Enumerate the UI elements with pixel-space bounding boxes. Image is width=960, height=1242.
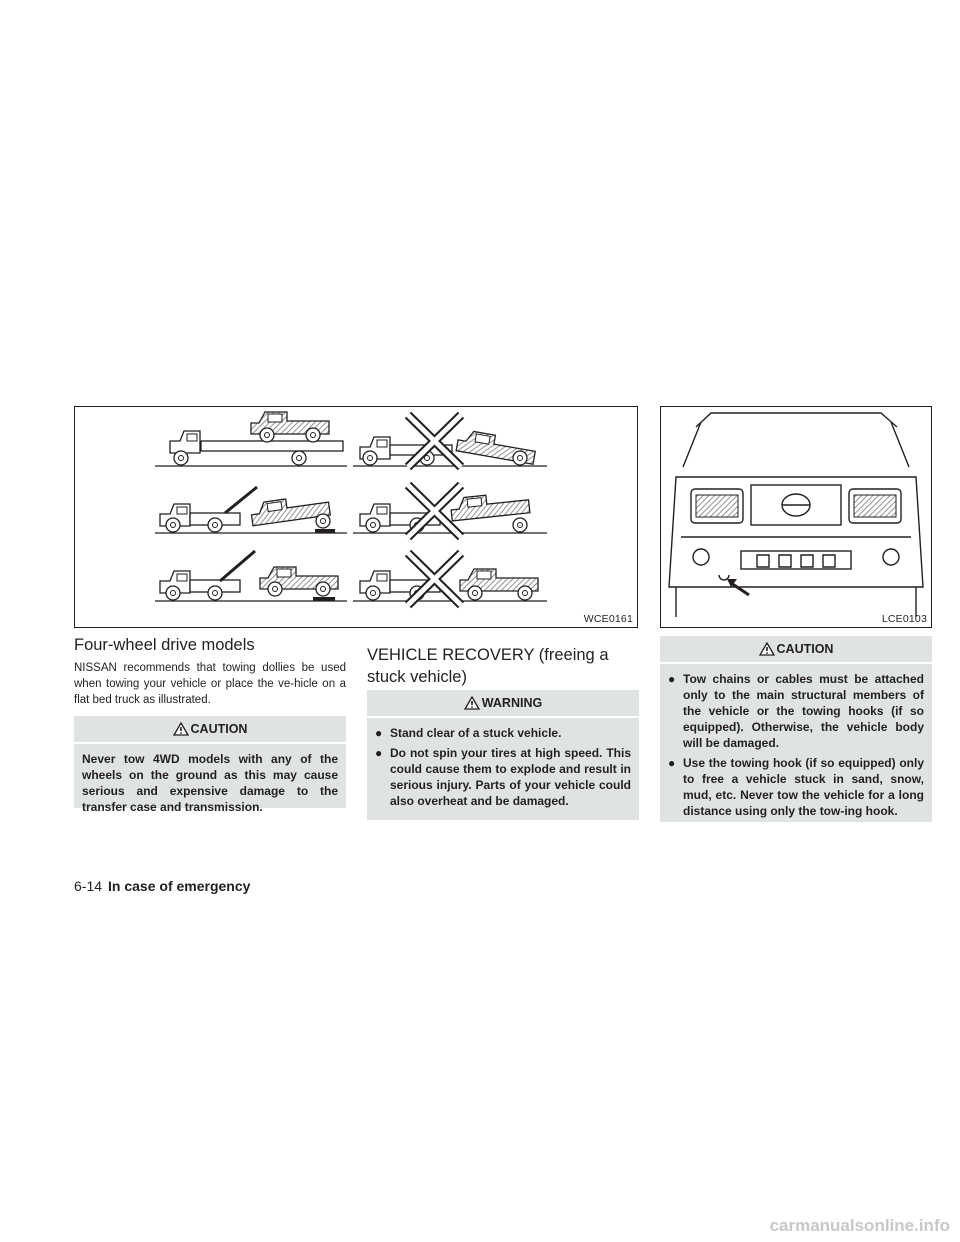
warning-box bbox=[367, 690, 639, 820]
bullet-icon: ● bbox=[668, 756, 676, 770]
caution-header bbox=[660, 636, 932, 664]
warning-body bbox=[367, 718, 639, 821]
watermark[interactable]: carmanualsonline.info bbox=[769, 1216, 950, 1235]
wheel-lift-wrong bbox=[353, 485, 547, 537]
caution-list bbox=[668, 671, 924, 819]
flatbed-ok bbox=[155, 412, 347, 466]
caution-item-text: Tow chains or cables must be attached only to the main structural members of the vehicle or the towing hooks (if so equipped). Otherwise, the vehicle body will be damaged. bbox=[683, 672, 924, 750]
bullet-icon: ● bbox=[375, 746, 383, 760]
list-item bbox=[375, 745, 631, 809]
page-footer bbox=[74, 878, 250, 894]
towing-diagram bbox=[75, 407, 637, 627]
caution-header bbox=[74, 716, 346, 744]
warning-triangle-icon bbox=[464, 696, 480, 710]
warning-item-text: Stand clear of a stuck vehicle. bbox=[390, 726, 562, 740]
caution-box-4wd bbox=[74, 716, 346, 814]
dolly-wrong bbox=[353, 553, 547, 605]
dolly-ok bbox=[155, 551, 347, 601]
towing-illustration bbox=[74, 406, 638, 628]
flatbed-wrong bbox=[353, 415, 547, 467]
bullet-icon: ● bbox=[668, 672, 676, 686]
caution-title: CAUTION bbox=[190, 722, 248, 736]
warning-item-text: Do not spin your tires at high speed. This could cause them to explode and result in serious injury. Parts of your vehicle could also overheat and be damaged. bbox=[390, 746, 631, 808]
figure-code: LCE0103 bbox=[881, 613, 927, 625]
warning-triangle-icon bbox=[173, 722, 189, 736]
caution-box-recovery bbox=[660, 636, 932, 822]
warning-list bbox=[375, 725, 631, 809]
warning-title: WARNING bbox=[481, 696, 543, 710]
caution-body bbox=[660, 664, 932, 831]
list-item bbox=[375, 725, 631, 741]
warning-header bbox=[367, 690, 639, 718]
wheel-lift-ok bbox=[155, 487, 347, 533]
list-item bbox=[668, 755, 924, 819]
chapter-title: In case of emergency bbox=[108, 878, 251, 894]
warning-triangle-icon bbox=[759, 642, 775, 656]
four-wheel-heading: Four-wheel drive models bbox=[74, 636, 255, 654]
caution-title: CAUTION bbox=[776, 642, 834, 656]
caution-text: Never tow 4WD models with any of the wheels on the ground as this may cause serious and expensive damage to the transfer case and transmission. bbox=[82, 752, 338, 814]
bullet-icon: ● bbox=[375, 726, 383, 740]
figure-code: WCE0161 bbox=[583, 613, 633, 625]
list-item bbox=[668, 671, 924, 751]
four-wheel-body: NISSAN recommends that towing dollies be used when towing your vehicle or place the ve-hicle on a flat bed truck as illustrated. bbox=[74, 662, 346, 706]
caution-item-text: Use the towing hook (if so equipped) only to free a vehicle stuck in sand, snow, mud, etc. Never tow the vehicle for a long distance using only the tow-ing hook. bbox=[683, 756, 924, 818]
vehicle-front-diagram bbox=[661, 407, 931, 627]
front-view-illustration bbox=[660, 406, 932, 628]
page-number: 6-14 bbox=[74, 878, 103, 894]
recovery-heading: VEHICLE RECOVERY (freeing a stuck vehicle) bbox=[367, 646, 609, 686]
